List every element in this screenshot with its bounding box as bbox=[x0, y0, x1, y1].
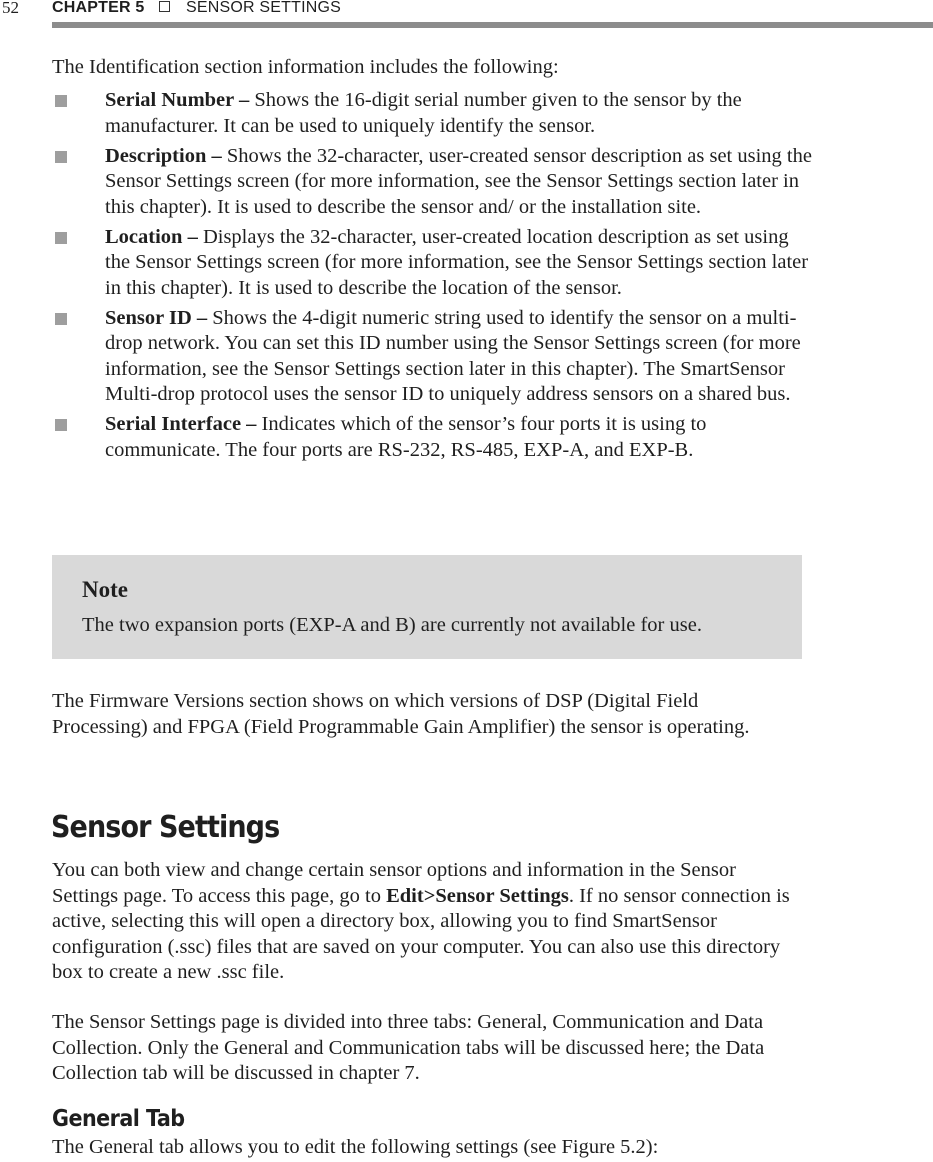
page-number: 52 bbox=[2, 0, 19, 17]
note-title: Note bbox=[82, 577, 128, 602]
bullet-square-icon bbox=[55, 151, 67, 163]
list-item bbox=[52, 144, 812, 221]
firmware-paragraph: The Firmware Versions section shows on which versions of DSP (Digital Field Processing) and FPGA (Field Programmable Gain Amplifier) the sensor is operating. bbox=[52, 690, 750, 738]
menu-path: Edit>Sensor Settings bbox=[386, 884, 569, 907]
list-item bbox=[52, 306, 812, 408]
paragraph-text: You can both view and change certain sensor options and information in the Sensor Settings page. To access this page, go to bbox=[52, 859, 736, 907]
general-tab-heading: General Tab bbox=[52, 1106, 185, 1132]
list-item-term: Sensor ID – bbox=[105, 306, 208, 329]
list-item-text: Displays the 32-character, user-created location description as set using the Sensor Settings screen (for more information, see the Sensor Settings section later in this chapter). It is used to describe the location of the sensor. bbox=[105, 225, 809, 299]
bullet-square-icon bbox=[55, 232, 67, 244]
general-tab-paragraph: The General tab allows you to edit the following settings (see Figure 5.2): bbox=[52, 1136, 659, 1158]
list-item bbox=[52, 225, 812, 302]
section-label: SENSOR SETTINGS bbox=[186, 0, 342, 16]
note-body: The two expansion ports (EXP-A and B) are currently not available for use. bbox=[82, 614, 702, 636]
paragraph-text: . If no sensor connection is active, selecting this will open a directory box, allowing you to find SmartSensor configuration (.ssc) files that are saved on your computer. You can also use this directory box to create a new .ssc file. bbox=[52, 884, 790, 983]
identification-list bbox=[52, 88, 812, 468]
list-item-text: Shows the 32-character, user-created sensor description as set using the Sensor Settings screen (for more information, see the Sensor Settings section later in this chapter). It is used to describe the sensor and/ or the installation site. bbox=[105, 144, 812, 218]
bullet-square-icon bbox=[55, 313, 67, 325]
chapter-label: CHAPTER 5 bbox=[52, 0, 145, 16]
list-item-text: Shows the 16-digit serial number given to the sensor by the manufacturer. It can be used to uniquely identify the sensor. bbox=[105, 89, 742, 137]
tabs-paragraph: The Sensor Settings page is divided into three tabs: General, Communication and Data Collection. Only the General and Communication tabs will be discussed here; the Data Collection tab will be discussed in chapter 7. bbox=[52, 1011, 765, 1084]
sensor-settings-paragraph bbox=[52, 858, 807, 986]
list-item-term: Serial Interface – bbox=[105, 413, 257, 435]
intro-paragraph: The Identification section information includes the following: bbox=[52, 56, 559, 78]
header-rule bbox=[52, 22, 933, 28]
list-item-term: Description – bbox=[105, 144, 222, 167]
sensor-settings-heading: Sensor Settings bbox=[51, 810, 280, 845]
note-box bbox=[52, 555, 802, 659]
bullet-square-icon bbox=[55, 419, 67, 431]
bullet-square-icon bbox=[55, 95, 67, 107]
list-item-text: Indicates which of the sensor’s four ports it is using to communicate. The four ports are RS-232, RS-485, EXP-A, and EXP-B. bbox=[105, 413, 707, 461]
list-item bbox=[52, 412, 812, 463]
list-item-text: Shows the 4-digit numeric string used to identify the sensor on a multi-drop network. You can set this ID number using the Sensor Settings screen (for more information, see the Sensor Settings section later in this chapter). The SmartSensor Multi-drop protocol uses the sensor ID to uniquely address sensors on a shared bus. bbox=[105, 306, 801, 405]
header-box-icon bbox=[159, 1, 170, 12]
list-item bbox=[52, 88, 812, 139]
list-item-term: Serial Number – bbox=[105, 89, 250, 111]
page-header bbox=[0, 0, 933, 30]
list-item-term: Location – bbox=[105, 225, 198, 248]
